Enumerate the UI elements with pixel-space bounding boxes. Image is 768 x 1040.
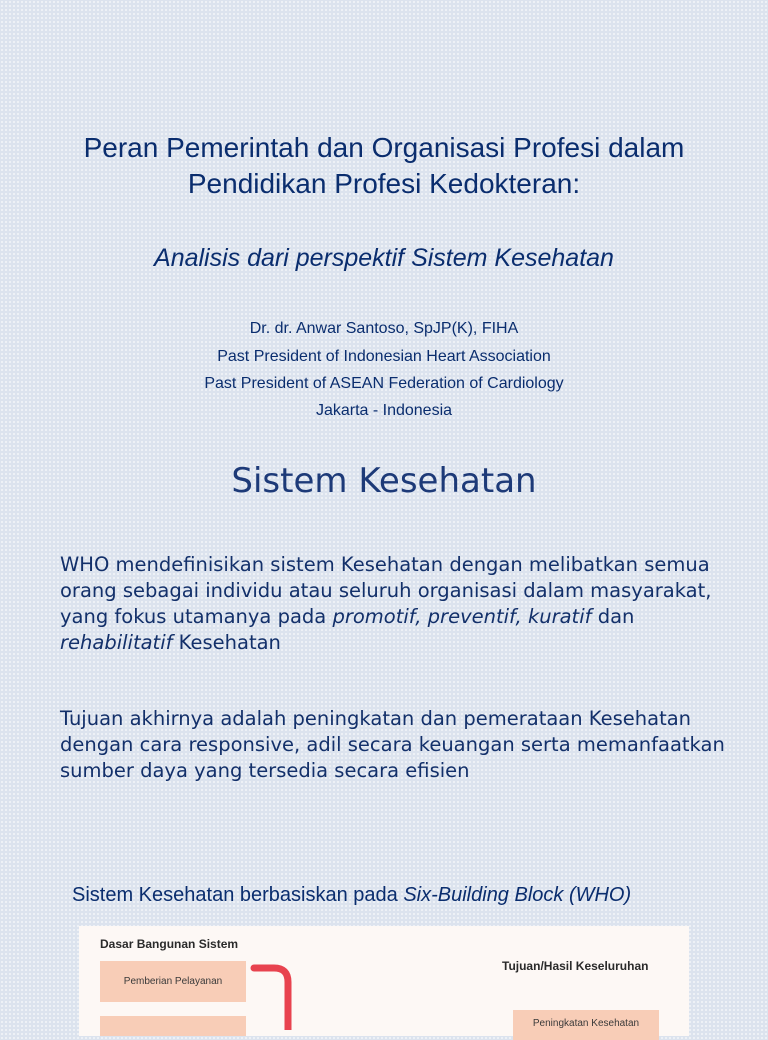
slide1-subtitle: Analisis dari perspektif Sistem Kesehatan [154,244,614,272]
bracket-connector-icon [248,960,298,1030]
para1-text-after: Kesehatan [172,631,281,654]
author-role-1: Past President of Indonesian Heart Association [217,348,551,365]
slide3-heading-italic: Six-Building Block (WHO) [403,884,632,906]
outcomes-label: Tujuan/Hasil Keseluruhan [502,959,649,973]
para1-italic-2: rehabilitatif [60,631,173,654]
author-name: Dr. dr. Anwar Santoso, SpJP(K), FIHA [249,320,519,337]
building-blocks-label: Dasar Bangunan Sistem [100,937,239,951]
slide3-heading [72,884,631,907]
slide2-title: Sistem Kesehatan [231,461,537,501]
block-service-delivery: Pemberian Pelayanan [100,961,246,1002]
slide1-title-line2: Pendidikan Profesi Kedokteran: [187,168,581,199]
block-second [100,1016,246,1036]
goal-paragraph: Tujuan akhirnya adalah peningkatan dan pemerataan Kesehatan dengan cara responsive, adil secara keuangan serta memanfaatkan sumber daya yang tersedia secara efisien [60,707,725,782]
para1-italic-1: promotif, preventif, kuratif [332,605,592,628]
slide1-title [0,130,768,202]
author-location: Jakarta - Indonesia [315,402,453,419]
slide1-title-line1: Peran Pemerintah dan Organisasi Profesi dalam [83,132,685,163]
para1-text-before: WHO mendefinisikan sistem Kesehatan dengan melibatkan semua orang sebagai individu atau seluruh organisasi dalam masyarakat, yang fokus utamanya pada [60,553,712,628]
block-health-improvement: Peningkatan Kesehatan [513,1010,659,1040]
slide3-heading-text: Sistem Kesehatan berbasiskan pada [72,884,404,906]
author-role-2: Past President of ASEAN Federation of Cardiology [204,375,564,392]
definition-paragraph [60,552,740,656]
para1-text-mid: dan [591,605,635,628]
